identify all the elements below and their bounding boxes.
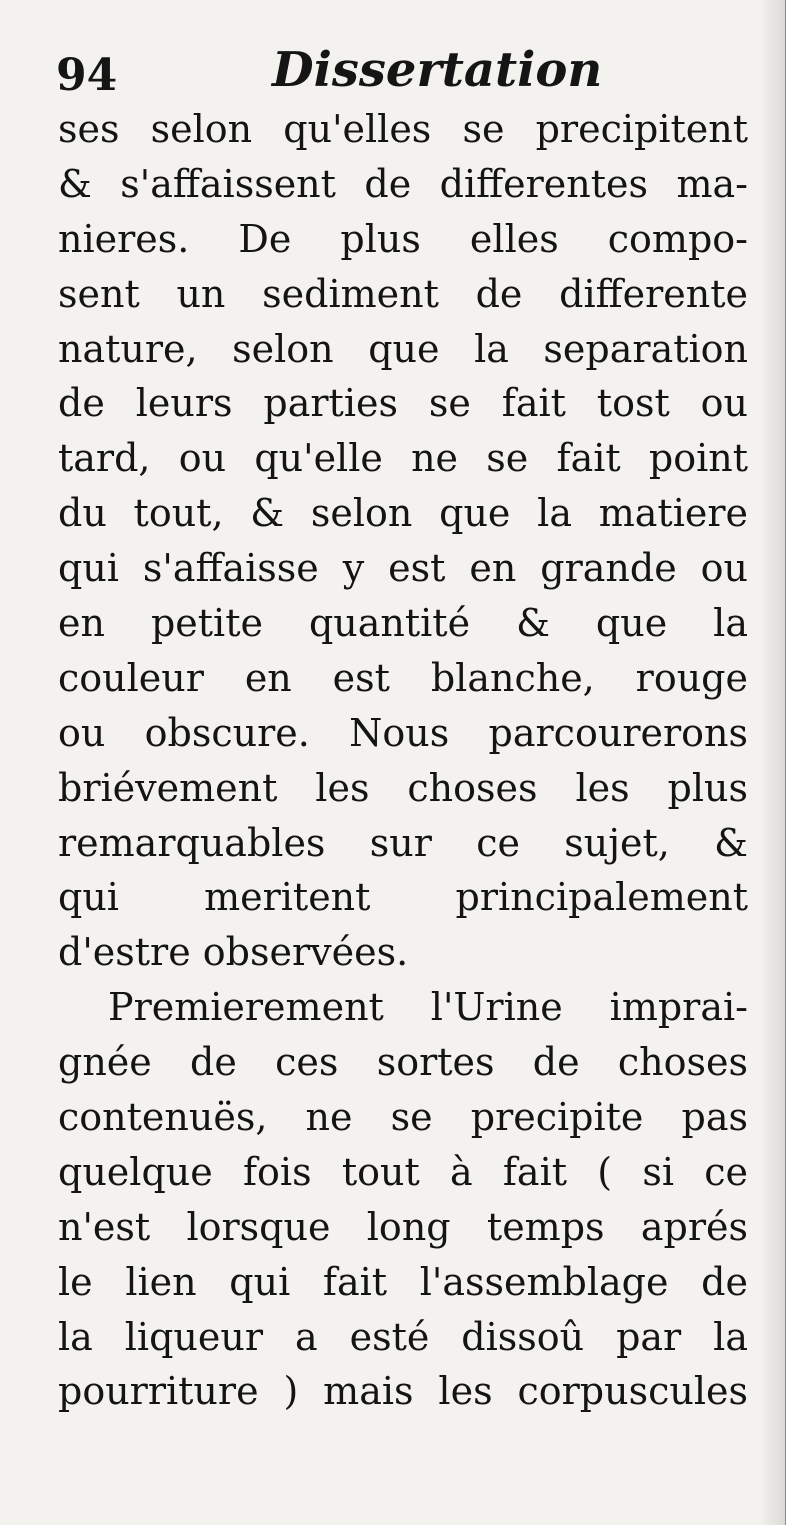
text-line-19: contenuës, ne se precipite pas	[58, 1095, 748, 1140]
running-head	[50, 40, 750, 100]
text-line-9: qui s'affaisse y est en grande ou	[58, 546, 748, 591]
text-line-23: la liqueur a esté dissoû par la	[58, 1314, 748, 1359]
text-line-2: & s'affaissent de differentes ma-	[58, 161, 748, 206]
text-line-6: de leurs parties se fait tost ou	[58, 381, 748, 426]
text-line-12: ou obscure. Nous parcourerons	[58, 710, 748, 755]
text-line-16: d'estre observées.	[58, 930, 409, 975]
page-title: Dissertation	[272, 42, 603, 98]
text-line-24: pourriture ) mais les corpuscules	[58, 1369, 748, 1414]
text-line-5: nature, selon que la separation	[58, 326, 748, 371]
text-line-11: couleur en est blanche, rouge	[58, 655, 748, 700]
text-line-13: briévement les choses les plus	[58, 765, 748, 810]
page-number: 94	[56, 50, 118, 101]
text-line-22: le lien qui fait l'assemblage de	[58, 1259, 748, 1304]
text-line-21: n'est lorsque long temps aprés	[58, 1204, 748, 1249]
text-line-4: sent un sediment de differente	[58, 271, 748, 316]
page-edge	[785, 0, 800, 1525]
body-text	[58, 102, 748, 1419]
text-line-17: Premierement l'Urine imprai-	[108, 985, 748, 1030]
text-line-18: gnée de ces sortes de choses	[58, 1040, 748, 1085]
text-line-1: ses selon qu'elles se precipitent	[58, 107, 748, 151]
text-line-10: en petite quantité & que la	[58, 601, 748, 646]
text-line-20: quelque fois tout à fait ( si ce	[58, 1149, 748, 1194]
text-line-7: tard, ou qu'elle ne se fait point	[58, 436, 748, 481]
text-line-8: du tout, & selon que la matiere	[58, 491, 748, 536]
text-line-15: qui meritent principalement	[58, 875, 748, 920]
text-line-14: remarquables sur ce sujet, &	[58, 820, 748, 865]
text-line-3: nieres. De plus elles compo-	[58, 216, 748, 261]
